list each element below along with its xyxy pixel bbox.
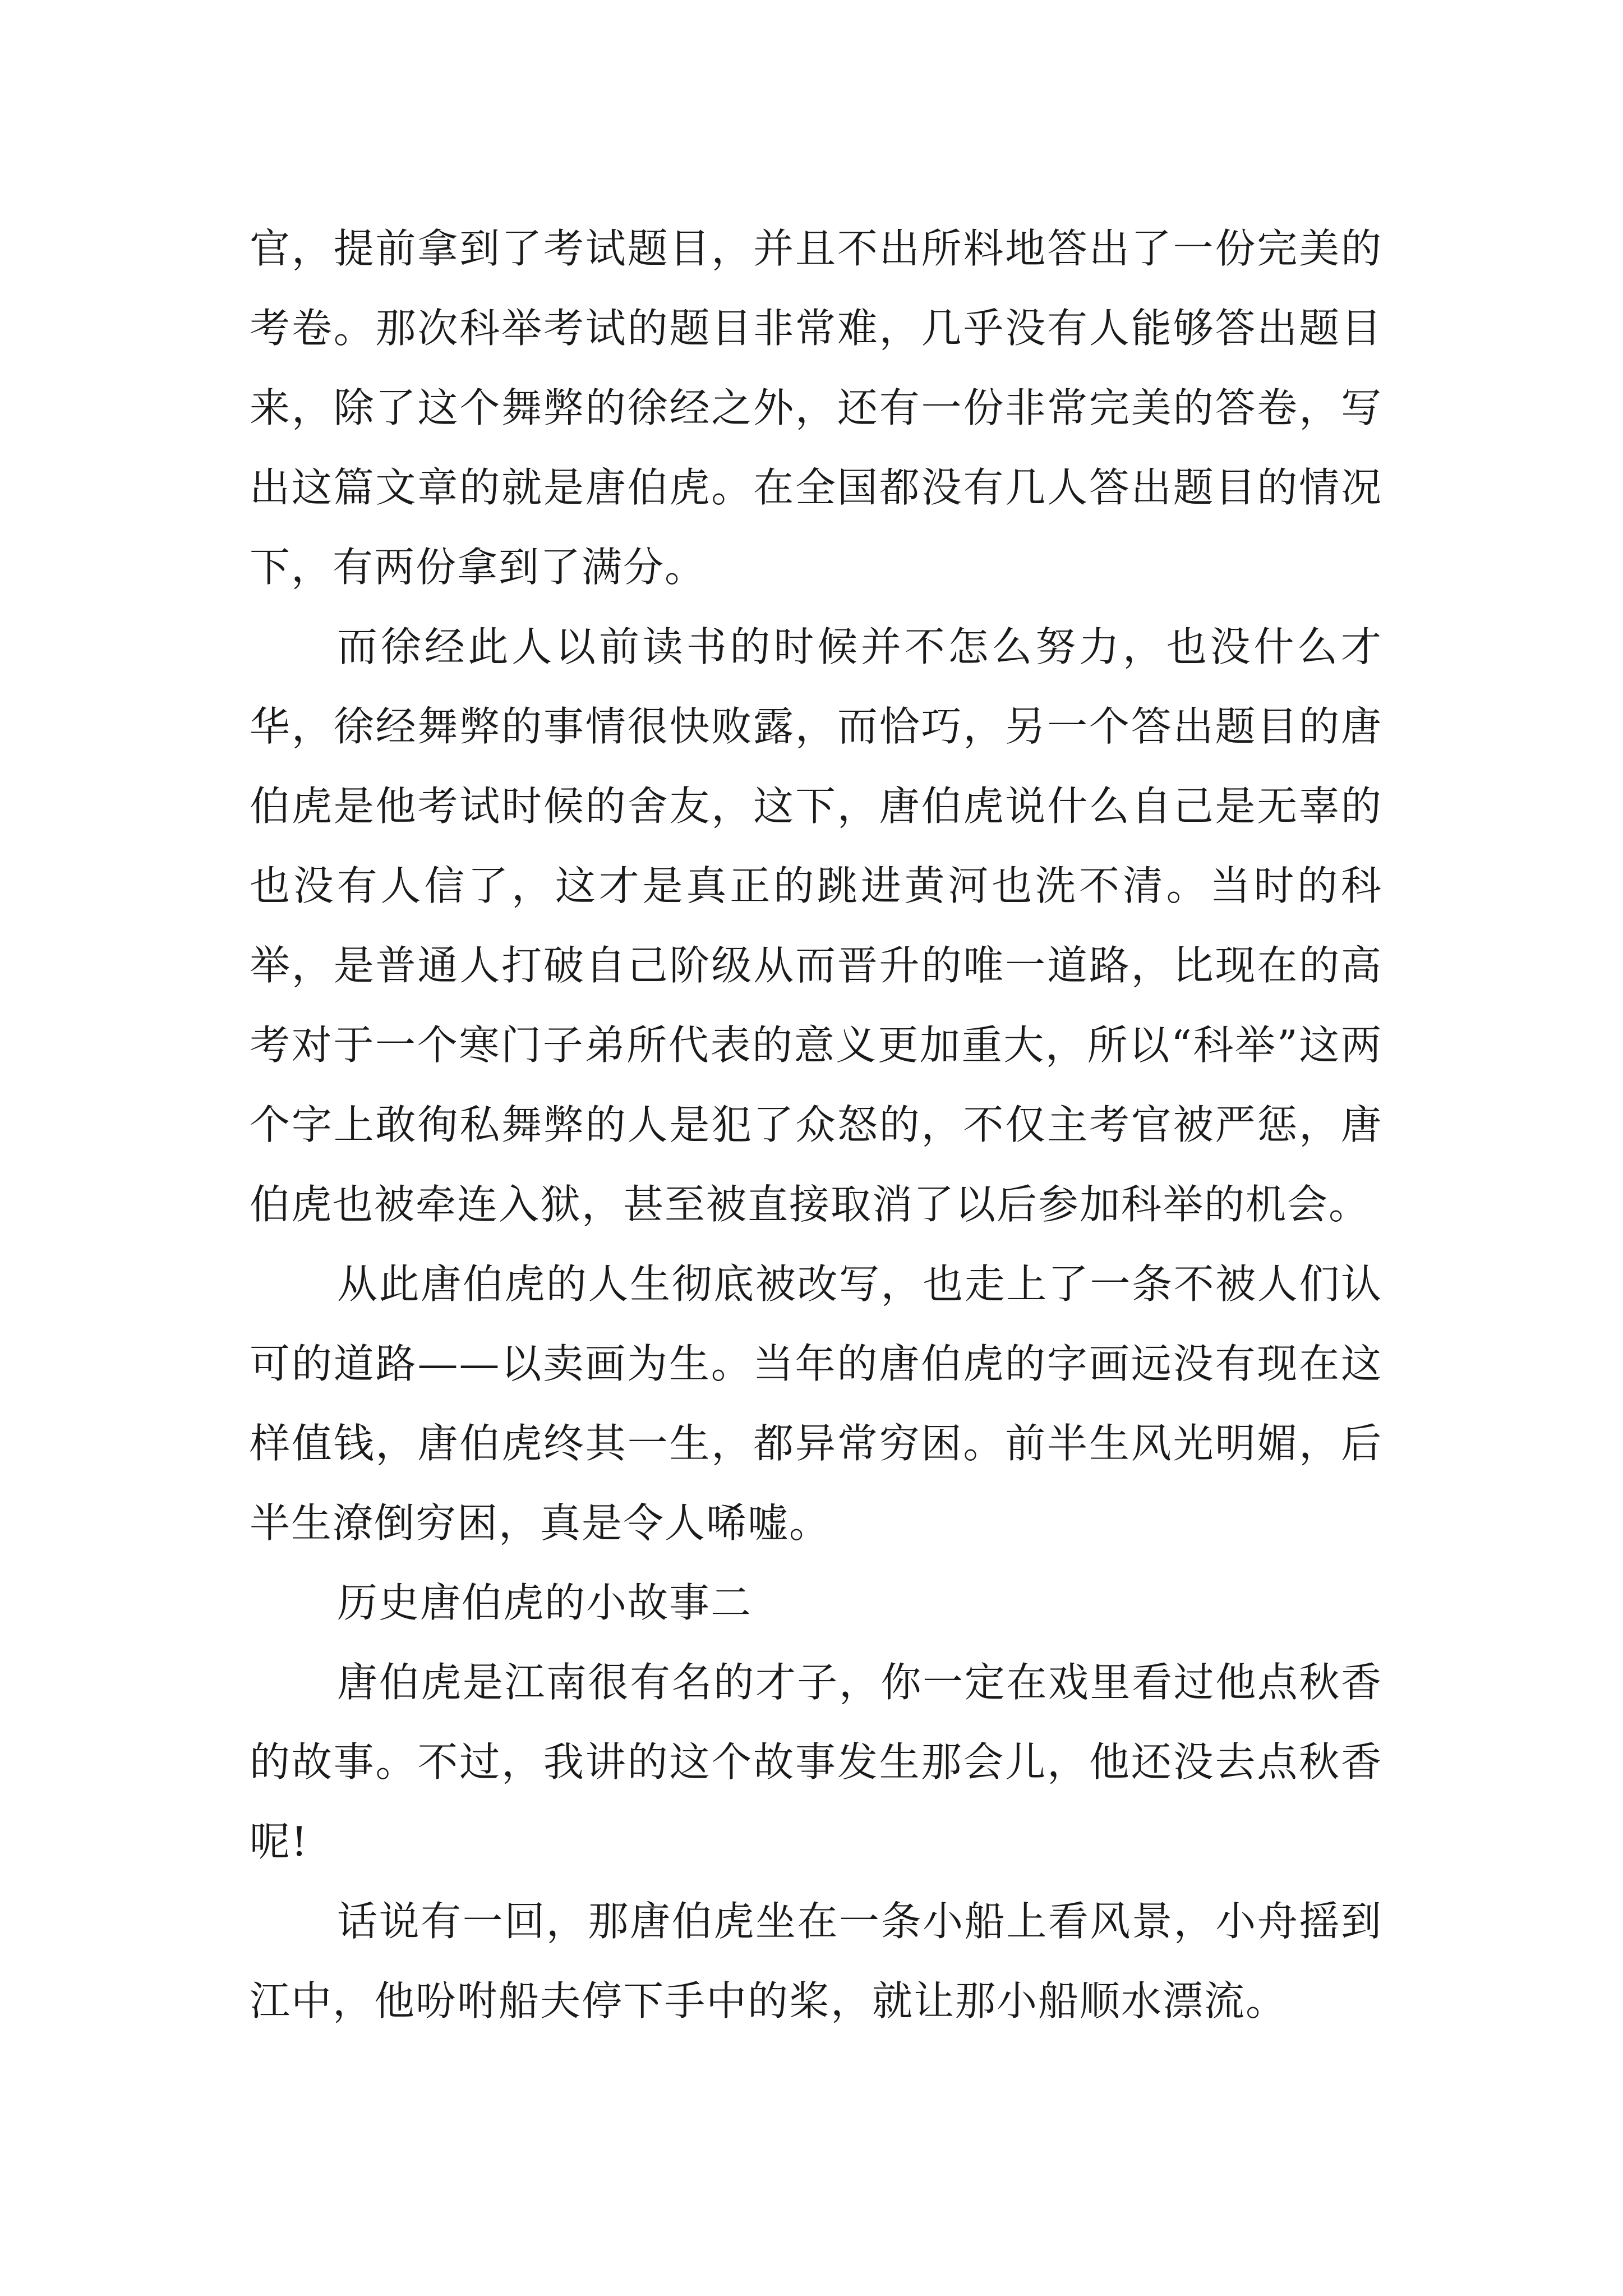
paragraph-3: 从此唐伯虎的人生彻底被改写，也走上了一条不被人们认可的道路——以卖画为生。当年的唐伯虎的字画远没有现在这样值钱，唐伯虎终其一生，都异常穷困。前半生风光明媚，后半生潦倒穷困，真是令人唏嘘。 (250, 1260, 1382, 1547)
paragraph-5: 话说有一回，那唐伯虎坐在一条小船上看风景，小舟摇到江中，他吩咐船夫停下手中的桨，就让那小船顺水漂流。 (250, 1898, 1382, 2024)
section-heading: 历史唐伯虎的小故事二 (337, 1579, 753, 1626)
paragraph-1: 官，提前拿到了考试题目，并且不出所料地答出了一份完美的考卷。那次科举考试的题目非常难，几乎没有人能够答出题目来，除了这个舞弊的徐经之外，还有一份非常完美的答卷，写出这篇文章的就是唐伯虎。在全国都没有几人答出题目的情况下，有两份拿到了满分。 (250, 225, 1382, 591)
paragraph-4: 唐伯虎是江南很有名的才子，你一定在戏里看过他点秋香的故事。不过，我讲的这个故事发生那会儿，他还没去点秋香呢! (250, 1659, 1382, 1865)
document-body (250, 209, 1382, 2041)
paragraph-2: 而徐经此人以前读书的时候并不怎么努力，也没什么才华，徐经舞弊的事情很快败露，而恰巧，另一个答出题目的唐伯虎是他考试时候的舍友，这下，唐伯虎说什么自己是无辜的也没有人信了，这才是真正的跳进黄河也洗不清。当时的科举，是普通人打破自己阶级从而晋升的唯一道路，比现在的高考对于一个寒门子弟所代表的意义更加重大，所以“科举”这两个字上敢徇私舞弊的人是犯了众怒的，不仅主考官被严惩，唐伯虎也被牵连入狱，甚至被直接取消了以后参加科举的机会。 (250, 623, 1382, 1228)
